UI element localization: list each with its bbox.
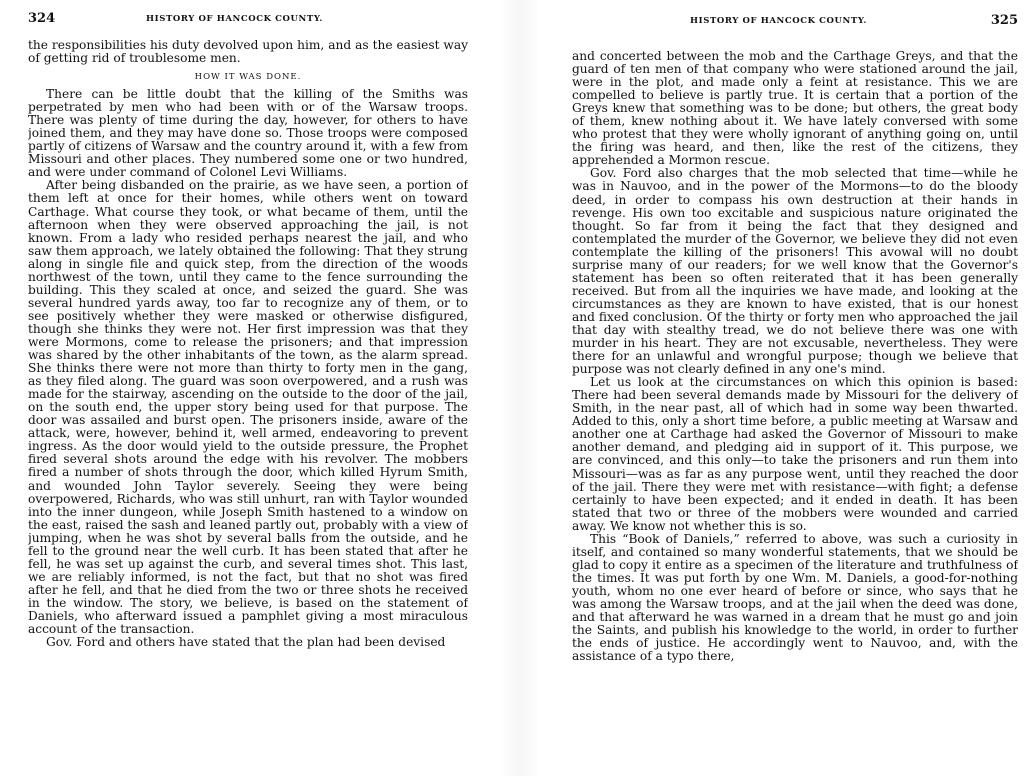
left-page-number: 324: [28, 11, 56, 26]
right-paragraph-1: Gov. Ford also charges that the mob selected that time—while he was in Nauvoo, and in the power of the Mormons—to do the bloody deed, in order to compass his own destruction at their hands in revenge. His own too excitable and suspicious nature originated the thought. So far from it being the fact that they designed and contemplated the murder of the Governor, we believe they did not even contemplate the killing of the prisoners! This avowal will no doubt surprise many of our readers; for we well know that the Governor's statement has been so often reiterated that it has been generally received. But from all the inquiries we have made, and looking at the circumstances as they are known to have existed, that is our honest and fixed conclusion. Of the thirty or forty men who approached the jail that day with stealthy tread, we do not believe there was one with murder in his heart. They are not excusable, nevertheless. They were there for an unlawful and wrongful purpose; though we believe that purpose was not clearly defined in any one's mind.: [572, 166, 1018, 377]
left-opening-text: the responsibilities his duty devolved upon him, and as the easiest way of getting rid of troublesome men.: [28, 38, 468, 66]
right-running-head: HISTORY OF HANCOCK COUNTY.: [690, 16, 867, 26]
left-paragraph-3: Gov. Ford and others have stated that the plan had been devised: [46, 635, 446, 650]
left-page-body: [28, 39, 468, 649]
right-paragraph-3: This “Book of Daniels,” referred to above, was such a curiosity in itself, and contained so many wonderful statements, that we should be glad to copy it entire as a specimen of the literature and truthfulness of the times. It was put forth by one Wm. M. Daniels, a good-for-nothing youth, whom no one ever heard of before or since, who says that he was among the Warsaw troops, and at the jail when the deed was done, and that afterward he was warned in a dream that he must go and join the Saints, and publish his knowledge to the world, in order to further the ends of justice. He accordingly went to Nauvoo, and, with the assistance of a typo there,: [572, 531, 1018, 664]
left-page: [28, 0, 468, 776]
left-paragraph-1: There can be little doubt that the killing of the Smiths was perpetrated by men who had been with or of the Warsaw troops. There was plenty of time during the day, however, for others to have joined them, and they may have done so. Those troops were composed partly of citizens of Warsaw and the country around it, with a few from Missouri and other places. They numbered some one or two hundred, and were under command of Colonel Levi Williams.: [28, 87, 468, 180]
right-page: [572, 0, 1018, 776]
left-page-header: [28, 11, 468, 30]
right-paragraph-2: Let us look at the circumstances on which this opinion is based: There had been several demands made by Missouri for the delivery of Smith, in the near past, all of which had in some way been thwarted. Added to this, only a short time before, a public meeting at Warsaw and another one at Carthage had asked the Governor of Missouri to make another demand, and pledging aid in support of it. This purpose, we are convinced, and this only—to take the prisoners and run them into Missouri—was as far as any purpose went, until they reached the door of the jail. There they were met with resistance—with fight; a defense certainly to have been expected; and it ended in death. It has been stated that two or three of the mobbers were wounded and carried away. We know not whether this is so.: [572, 375, 1018, 533]
left-running-head: HISTORY OF HANCOCK COUNTY.: [146, 14, 323, 24]
book-gutter: [500, 0, 540, 776]
right-opening-text: and concerted between the mob and the Carthage Greys, and that the guard of ten men of that company who were stationed around the jail, were in the plot, and made only a feint at resistance. This we are compelled to believe is partly true. It is certain that a portion of the Greys knew that something was to be done; but others, the great body of them, knew nothing about it. We have lately conversed with some who protest that they were wholly ignorant of anything going on, until the firing was heard, and then, like the rest of the citizens, they apprehended a Mormon rescue.: [572, 49, 1018, 168]
right-page-header: [572, 14, 1018, 30]
right-page-body: [572, 50, 1018, 663]
right-page-number: 325: [990, 13, 1018, 28]
left-paragraph-2: After being disbanded on the prairie, as we have seen, a portion of them left at once for their homes, while others went on toward Carthage. What course they took, or what became of them, until the afternoon when they were observed approaching the jail, is not known. From a lady who resided perhaps nearest the jail, and who saw them approach, we lately obtained the following: That they strung along in single file and quick step, from the direction of the woods northwest of the town, until they came to the fence surrounding the building. This they scaled at once, and seized the guard. She was several hundred yards away, too far to recognize any of them, or to see positively whether they were masked or otherwise disfigured, though she thinks they were not. Her first impression was that they were Mormons, come to release the prisoners; and that impression was shared by the other inhabitants of the town, as the alarm spread. She thinks there were not more than thirty to forty men in the gang, as they filed along. The guard was soon overpowered, and a rush was made for the stairway, ascending on the outside to the door of the jail, on the south end, the upper story being used for that purpose. The door was assailed and burst open. The prisoners inside, aware of the attack, were, however, behind it, well armed, endeavoring to prevent ingress. As the door would yield to the outside pressure, the Prophet fired several shots around the edge with his revolver. The mobbers fired a number of shots through the door, which killed Hyrum Smith, and wounded John Taylor severely. Seeing they were being overpowered, Richards, who was still unhurt, ran with Taylor wounded into the inner dungeon, while Joseph Smith hastened to a window on the east, raised the sash and leaned partly out, probably with a view of jumping, when he was shot by several balls from the outside, and he fell to the ground near the well curb. It has been stated that after he fell, he was set up against the curb, and several times shot. This last, we are reliably informed, is not the fact, but that no shot was fired after he fell, and that he died from the two or three shots he received in the window. The story, we believe, is based on the statement of Daniels, who afterward issued a pamphlet giving a most miraculous account of the transaction.: [28, 178, 468, 637]
section-heading: HOW IT WAS DONE.: [194, 72, 302, 83]
